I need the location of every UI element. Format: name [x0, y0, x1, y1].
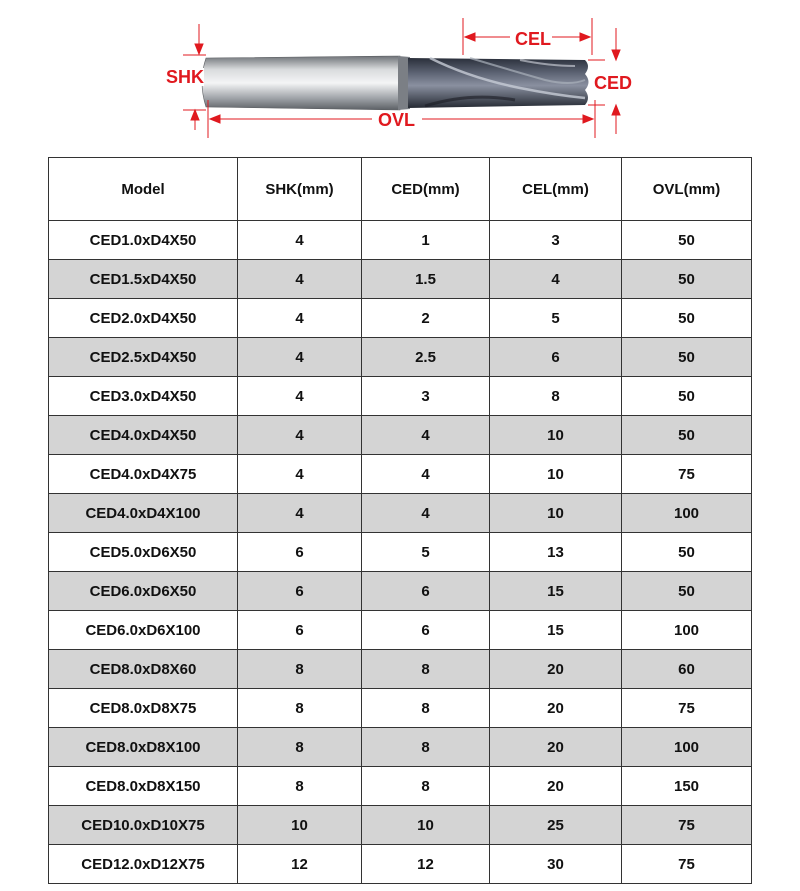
header-cel: CEL(mm)	[490, 158, 622, 221]
cell-shk: 4	[238, 377, 362, 416]
table-row	[49, 494, 752, 533]
cell-ovl: 150	[622, 767, 752, 806]
table-row	[49, 416, 752, 455]
shank-body	[202, 56, 400, 110]
cell-cel: 30	[490, 845, 622, 884]
cell-cel: 20	[490, 767, 622, 806]
cell-ced: 12	[362, 845, 490, 884]
cel-label: CEL	[515, 29, 551, 49]
cell-ovl: 60	[622, 650, 752, 689]
cell-ced: 8	[362, 689, 490, 728]
cell-shk: 8	[238, 728, 362, 767]
cell-cel: 10	[490, 455, 622, 494]
cell-shk: 4	[238, 416, 362, 455]
cell-cel: 20	[490, 728, 622, 767]
cell-ced: 2	[362, 299, 490, 338]
cell-model: CED1.0xD4X50	[49, 221, 238, 260]
cell-ced: 2.5	[362, 338, 490, 377]
cell-ced: 4	[362, 494, 490, 533]
header-ced: CED(mm)	[362, 158, 490, 221]
table-row	[49, 377, 752, 416]
cell-model: CED8.0xD8X75	[49, 689, 238, 728]
cell-shk: 8	[238, 650, 362, 689]
cell-shk: 4	[238, 221, 362, 260]
cell-model: CED2.5xD4X50	[49, 338, 238, 377]
cell-ovl: 100	[622, 728, 752, 767]
cell-shk: 4	[238, 299, 362, 338]
table-row	[49, 299, 752, 338]
cell-shk: 4	[238, 260, 362, 299]
cell-model: CED5.0xD6X50	[49, 533, 238, 572]
cell-ovl: 50	[622, 533, 752, 572]
table-row	[49, 689, 752, 728]
table-row	[49, 806, 752, 845]
table-row	[49, 650, 752, 689]
cell-ced: 10	[362, 806, 490, 845]
cell-shk: 4	[238, 455, 362, 494]
cell-shk: 6	[238, 611, 362, 650]
cell-model: CED8.0xD8X150	[49, 767, 238, 806]
cell-model: CED1.5xD4X50	[49, 260, 238, 299]
cell-model: CED6.0xD6X50	[49, 572, 238, 611]
cell-ovl: 50	[622, 299, 752, 338]
cell-ced: 6	[362, 611, 490, 650]
cell-cel: 10	[490, 494, 622, 533]
table-row	[49, 455, 752, 494]
cell-ced: 3	[362, 377, 490, 416]
table-row	[49, 845, 752, 884]
table-row	[49, 260, 752, 299]
header-model: Model	[49, 158, 238, 221]
cell-ovl: 75	[622, 455, 752, 494]
cell-ced: 4	[362, 455, 490, 494]
cell-model: CED6.0xD6X100	[49, 611, 238, 650]
cell-cel: 4	[490, 260, 622, 299]
cell-model: CED12.0xD12X75	[49, 845, 238, 884]
cell-shk: 4	[238, 338, 362, 377]
cell-ovl: 50	[622, 338, 752, 377]
cell-cel: 6	[490, 338, 622, 377]
cell-cel: 20	[490, 689, 622, 728]
cell-shk: 10	[238, 806, 362, 845]
ced-label: CED	[594, 73, 633, 93]
cell-cel: 3	[490, 221, 622, 260]
cell-ovl: 50	[622, 221, 752, 260]
cell-ced: 1.5	[362, 260, 490, 299]
table-row	[49, 221, 752, 260]
cell-cel: 13	[490, 533, 622, 572]
cell-shk: 12	[238, 845, 362, 884]
table-row	[49, 728, 752, 767]
cell-shk: 6	[238, 533, 362, 572]
table-row	[49, 572, 752, 611]
table-row	[49, 767, 752, 806]
cell-ced: 5	[362, 533, 490, 572]
table-header-row	[49, 158, 752, 221]
cell-model: CED8.0xD8X60	[49, 650, 238, 689]
cell-ced: 4	[362, 416, 490, 455]
cell-shk: 8	[238, 689, 362, 728]
cell-shk: 4	[238, 494, 362, 533]
cell-cel: 8	[490, 377, 622, 416]
cell-cel: 10	[490, 416, 622, 455]
table-row	[49, 338, 752, 377]
cell-shk: 6	[238, 572, 362, 611]
cell-model: CED3.0xD4X50	[49, 377, 238, 416]
cell-ovl: 100	[622, 611, 752, 650]
cell-model: CED4.0xD4X100	[49, 494, 238, 533]
cell-ovl: 100	[622, 494, 752, 533]
cell-ovl: 50	[622, 572, 752, 611]
specification-table	[48, 157, 752, 884]
table-row	[49, 611, 752, 650]
cell-ovl: 50	[622, 377, 752, 416]
cell-ovl: 75	[622, 689, 752, 728]
cell-model: CED2.0xD4X50	[49, 299, 238, 338]
cell-cel: 15	[490, 611, 622, 650]
header-shk: SHK(mm)	[238, 158, 362, 221]
cell-model: CED10.0xD10X75	[49, 806, 238, 845]
cell-cel: 25	[490, 806, 622, 845]
cell-ovl: 75	[622, 806, 752, 845]
header-ovl: OVL(mm)	[622, 158, 752, 221]
cell-ovl: 50	[622, 416, 752, 455]
shk-label: SHK	[166, 67, 205, 87]
cell-model: CED4.0xD4X50	[49, 416, 238, 455]
cell-ovl: 50	[622, 260, 752, 299]
cell-model: CED4.0xD4X75	[49, 455, 238, 494]
cell-cel: 15	[490, 572, 622, 611]
cell-shk: 8	[238, 767, 362, 806]
cell-ced: 8	[362, 767, 490, 806]
cell-ced: 6	[362, 572, 490, 611]
ovl-label: OVL	[378, 110, 416, 130]
cell-cel: 20	[490, 650, 622, 689]
cell-cel: 5	[490, 299, 622, 338]
cell-model: CED8.0xD8X100	[49, 728, 238, 767]
cell-ced: 1	[362, 221, 490, 260]
cell-ced: 8	[362, 728, 490, 767]
end-mill-diagram	[0, 0, 800, 150]
cell-ced: 8	[362, 650, 490, 689]
table-row	[49, 533, 752, 572]
cell-ovl: 75	[622, 845, 752, 884]
